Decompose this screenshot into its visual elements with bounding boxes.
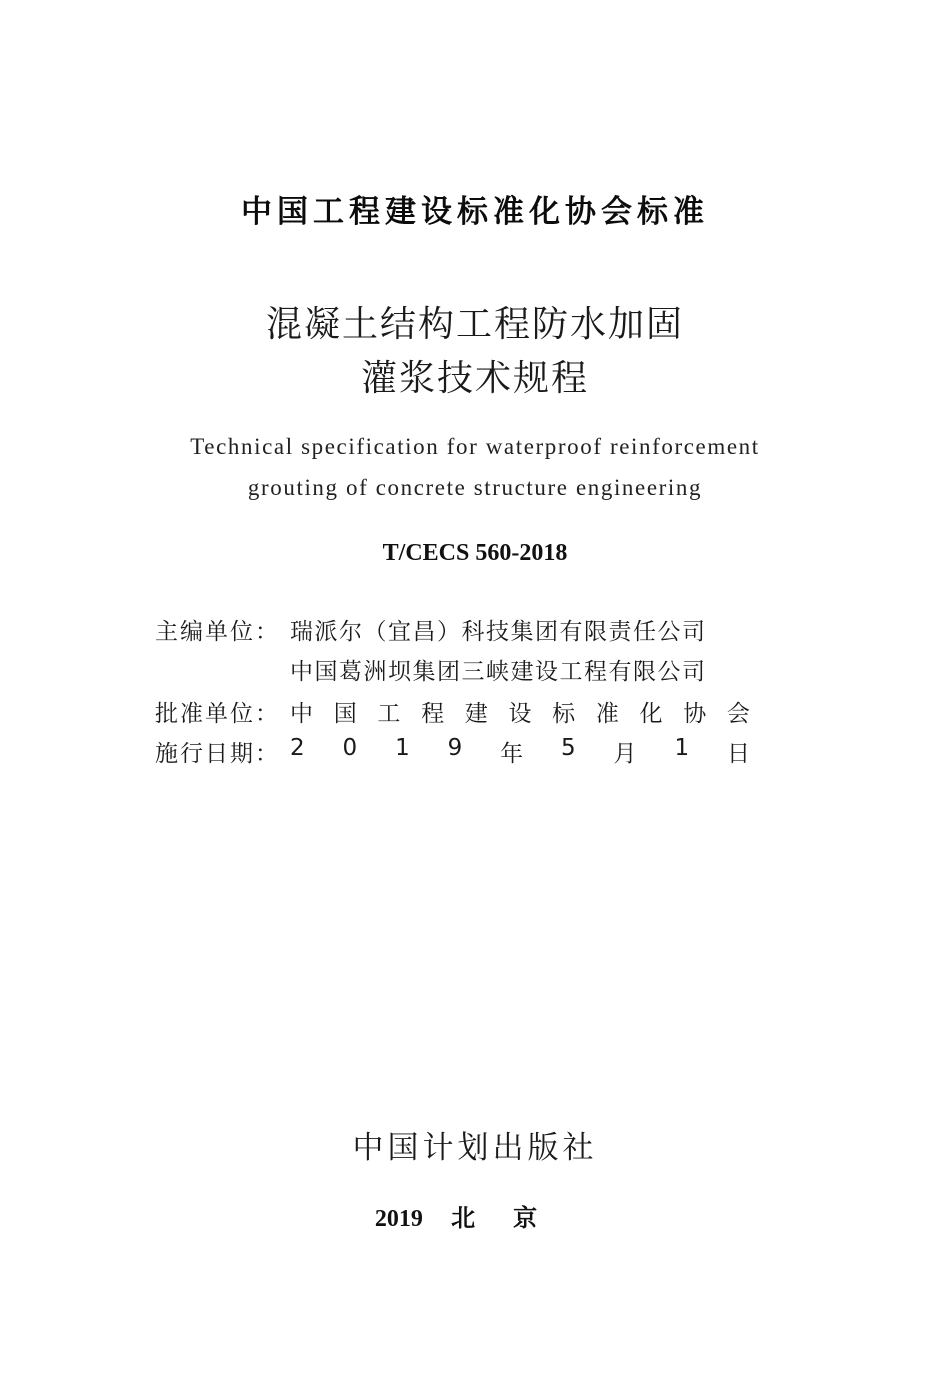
editor-label: 主编单位：: [155, 618, 280, 645]
approval-char: 化: [639, 700, 663, 727]
date-char: 0: [342, 734, 358, 761]
publisher-name: 中国计划出版社: [352, 1130, 598, 1166]
approval-char: 程: [421, 700, 445, 727]
approval-char: 标: [552, 700, 576, 727]
date-char: 5: [561, 734, 576, 761]
editor-org-1: 瑞派尔（宜昌）科技集团有限责任公司: [290, 618, 707, 645]
publication-city: 北京: [451, 1204, 576, 1232]
approval-label: 批准单位：: [155, 700, 280, 727]
approval-char: 工: [377, 700, 401, 727]
approval-row: [155, 694, 750, 728]
date-char: 9: [447, 734, 463, 761]
date-char: 日: [726, 740, 750, 767]
effective-date-value: [290, 735, 750, 768]
standard-code: T/CECS 560-2018: [382, 540, 568, 566]
editor-row-1: [155, 612, 750, 646]
date-char: 2: [290, 734, 305, 761]
editor-row-2: [155, 652, 750, 686]
publication-place: [0, 1198, 950, 1233]
approval-char: 协: [683, 700, 707, 727]
chinese-title-line-1: 混凝土结构工程防水加固: [265, 304, 684, 345]
publication-year: 2019: [374, 1206, 423, 1232]
approval-char: 会: [726, 700, 750, 727]
approval-char: 设: [508, 700, 532, 727]
editor-org-2: 中国葛洲坝集团三峡建设工程有限公司: [290, 658, 707, 685]
approval-org: [290, 695, 750, 728]
effective-date-row: [155, 734, 750, 768]
english-title-line-1: Technical specification for waterproof reinforcement: [190, 434, 760, 459]
approval-char: 建: [464, 700, 488, 727]
chinese-title-line-2: 灌浆技术规程: [360, 358, 589, 399]
approval-char: 中: [290, 700, 313, 727]
series-title: 中国工程建设标准化协会标准: [241, 194, 709, 230]
date-char: 年: [500, 740, 524, 767]
english-title-line-2: grouting of concrete structure engineering: [247, 475, 703, 500]
date-char: 1: [674, 734, 690, 761]
date-char: 月: [613, 740, 637, 767]
approval-char: 国: [333, 700, 357, 727]
approval-char: 准: [595, 700, 619, 727]
effective-date-label: 施行日期：: [155, 740, 280, 767]
date-char: 1: [395, 734, 410, 761]
